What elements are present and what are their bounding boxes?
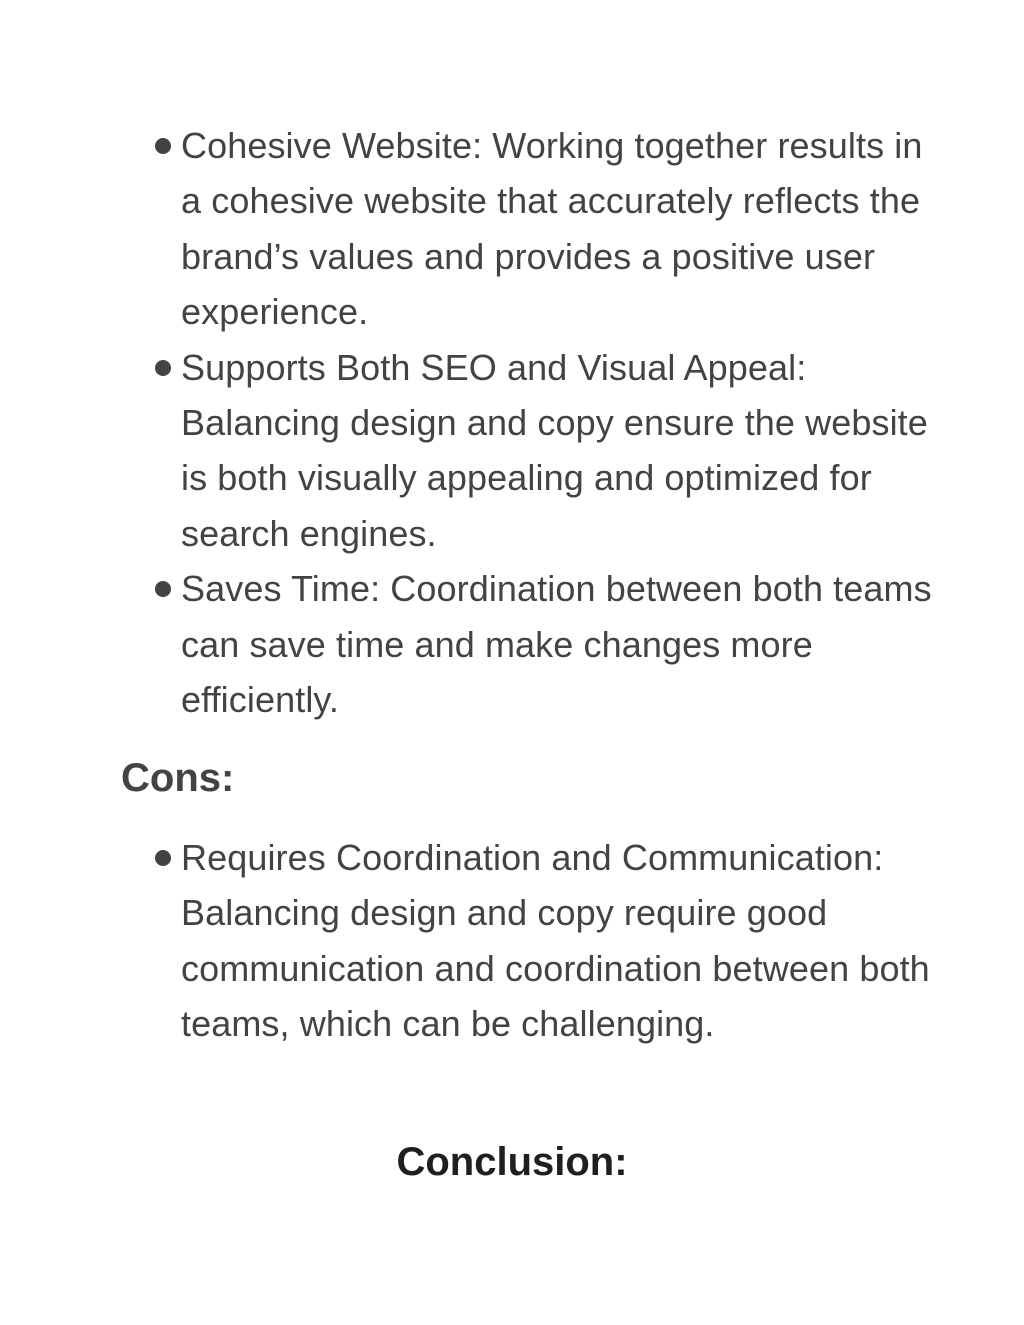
- list-item-text: Supports Both SEO and Visual Appeal: Balancing design and copy ensure the website is both visually appealing and optimized for search engines.: [181, 346, 928, 554]
- list-item-text: Requires Coordination and Communication: Balancing design and copy require good communication and coordination between both teams, which can be challenging.: [181, 837, 930, 1045]
- list-item-text: Saves Time: Coordination between both teams can save time and make changes more efficiently.: [181, 568, 932, 721]
- bullet-icon: [155, 360, 171, 376]
- bullet-icon: [155, 850, 171, 866]
- pros-bullet-list: [152, 118, 932, 727]
- list-item: [152, 118, 932, 340]
- cons-bullet-list: [152, 830, 932, 1052]
- cons-heading: Cons:: [121, 756, 235, 800]
- conclusion-heading: Conclusion:: [396, 1140, 628, 1184]
- list-item: [152, 830, 932, 1052]
- bullet-icon: [155, 138, 171, 154]
- bullet-icon: [155, 581, 171, 597]
- list-item: [152, 561, 932, 727]
- list-item-text: Cohesive Website: Working together results in a cohesive website that accurately reflects the brand’s values and provides a positive user experience.: [181, 125, 923, 333]
- list-item: [152, 340, 932, 562]
